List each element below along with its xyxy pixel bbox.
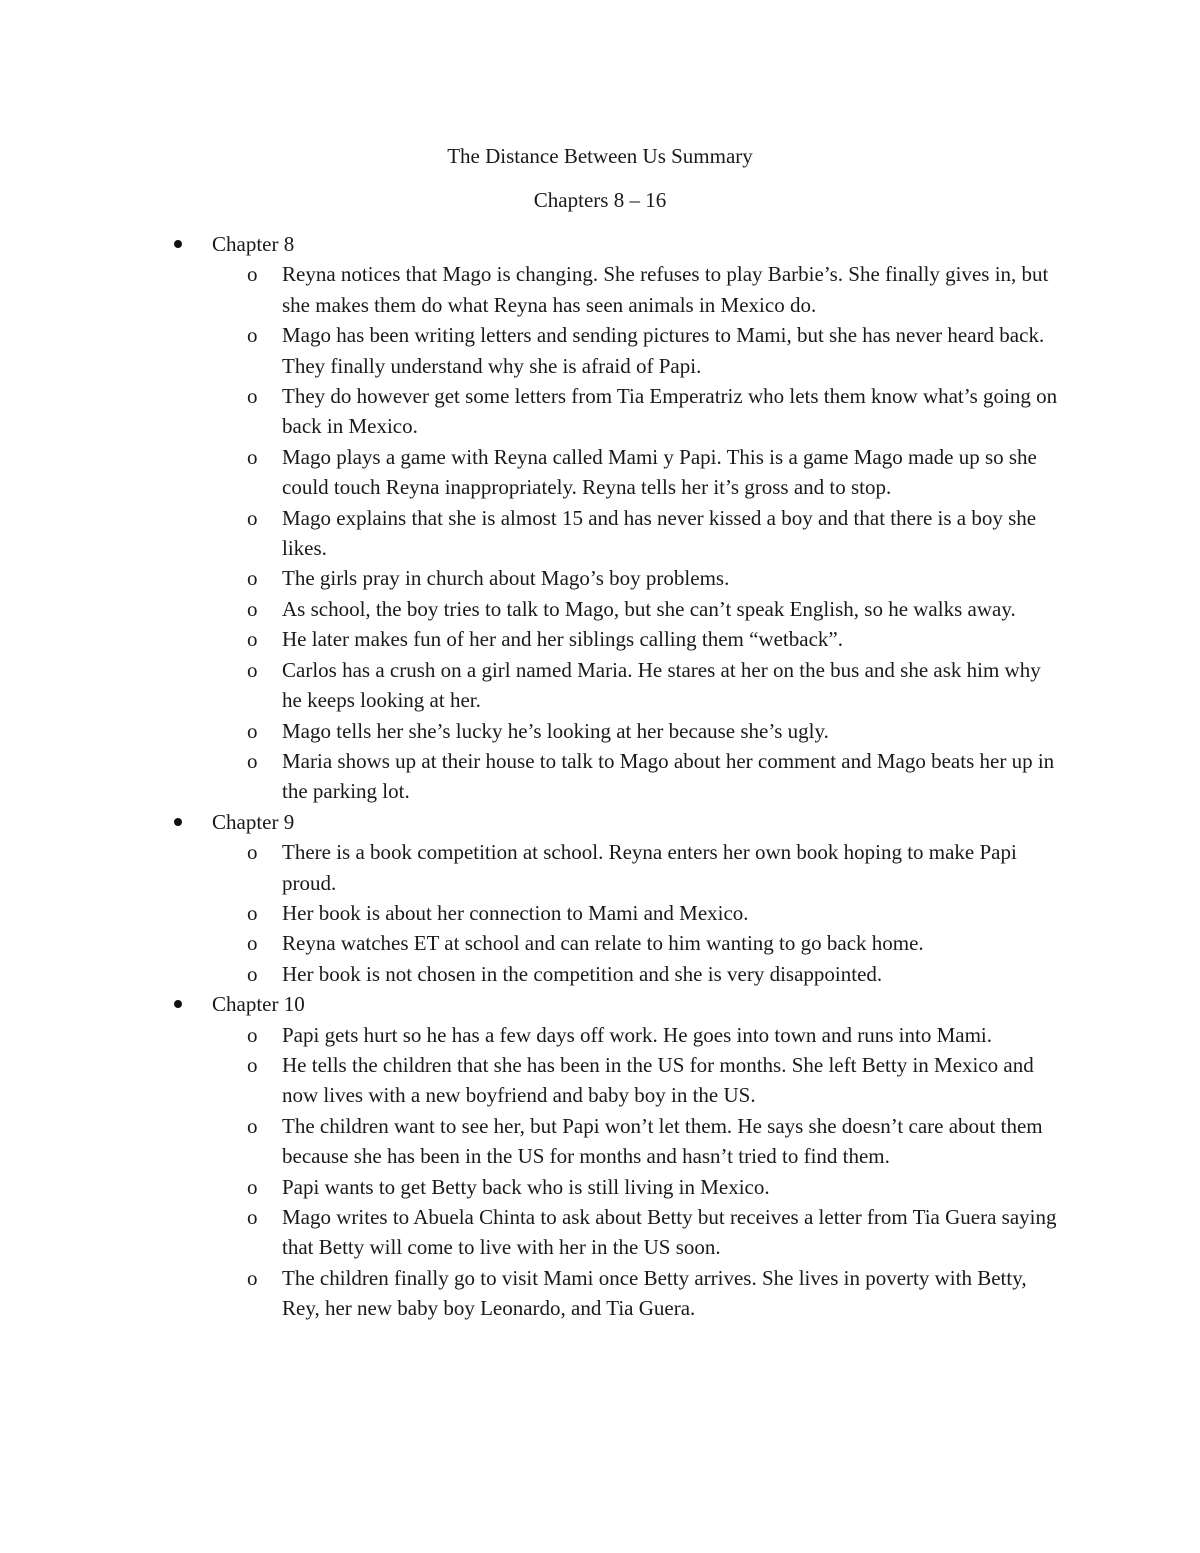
circle-bullet-icon: o xyxy=(247,961,258,986)
circle-bullet-icon: o xyxy=(247,505,258,530)
list-item xyxy=(0,503,1200,564)
list-item xyxy=(0,837,1200,898)
circle-bullet-icon: o xyxy=(247,627,258,652)
list-item xyxy=(0,381,1200,442)
document-subtitle: Chapters 8 – 16 xyxy=(533,188,667,212)
list-item xyxy=(0,1172,1200,1202)
circle-bullet-icon: o xyxy=(247,900,258,925)
circle-bullet-icon: o xyxy=(247,1022,258,1047)
chapter-heading xyxy=(0,229,1200,259)
chapter-heading-text: Chapter 10 xyxy=(212,992,305,1017)
list-item-text: Her book is not chosen in the competition and she is very disappointed. xyxy=(282,961,883,986)
chapter-outline xyxy=(0,229,1200,1324)
list-item-text: Reyna watches ET at school and can relate to him wanting to go back home. xyxy=(282,931,924,956)
chapter-heading xyxy=(0,989,1200,1019)
list-item-text: Reyna notices that Mago is changing. She refuses to play Barbie’s. She finally gives in, but she makes them do what Reyna has seen animals in Mexico do. xyxy=(282,262,1049,317)
circle-bullet-icon: o xyxy=(247,718,258,743)
circle-bullet-icon: o xyxy=(247,1265,258,1290)
list-item-text: Papi wants to get Betty back who is still living in Mexico. xyxy=(282,1174,770,1199)
list-item xyxy=(0,1202,1200,1263)
list-item-text: He tells the children that she has been in the US for months. She left Betty in Mexico and now lives with a new boyfriend and baby boy in the US. xyxy=(282,1052,1034,1108)
circle-bullet-icon: o xyxy=(247,566,258,591)
document-title: The Distance Between Us Summary xyxy=(447,144,753,168)
circle-bullet-icon: o xyxy=(247,931,258,956)
bullet-icon xyxy=(174,818,182,826)
circle-bullet-icon: o xyxy=(247,748,258,773)
list-item xyxy=(0,594,1200,624)
chapter-section xyxy=(0,229,1200,807)
list-item xyxy=(0,959,1200,989)
circle-bullet-icon: o xyxy=(247,1052,258,1077)
bullet-icon xyxy=(174,240,182,248)
chapter-heading-text: Chapter 8 xyxy=(212,232,295,256)
circle-bullet-icon: o xyxy=(247,657,258,682)
list-item-text: Mago explains that she is almost 15 and has never kissed a boy and that there is a boy she likes. xyxy=(282,505,1037,561)
chapter-points-list xyxy=(0,1020,1200,1324)
list-item xyxy=(0,898,1200,928)
list-item xyxy=(0,928,1200,958)
list-item-text: The children finally go to visit Mami once Betty arrives. She lives in poverty with Betty, Rey, her new baby boy Leonardo, and Tia Guera. xyxy=(282,1265,1027,1321)
circle-bullet-icon: o xyxy=(247,840,258,865)
list-item-text: The children want to see her, but Papi won’t let them. He says she doesn’t care about them because she has been in the US for months and hasn’t tried to find them. xyxy=(282,1113,1043,1169)
list-item-text: The girls pray in church about Mago’s boy problems. xyxy=(282,566,730,591)
circle-bullet-icon: o xyxy=(247,262,258,287)
list-item-text: Papi gets hurt so he has a few days off work. He goes into town and runs into Mami. xyxy=(282,1022,993,1047)
bullet-icon xyxy=(174,1000,182,1008)
list-item xyxy=(0,746,1200,807)
list-item-text: Mago writes to Abuela Chinta to ask about Betty but receives a letter from Tia Guera saying that Betty will come to live with her in the US soon. xyxy=(282,1205,1057,1260)
list-item-text: Maria shows up at their house to talk to Mago about her comment and Mago beats her up in the parking lot. xyxy=(282,748,1055,804)
list-item-text: Mago tells her she’s lucky he’s looking at her because she’s ugly. xyxy=(282,718,829,743)
circle-bullet-icon: o xyxy=(247,384,258,409)
chapter-points-list xyxy=(0,837,1200,989)
chapter-section xyxy=(0,989,1200,1323)
chapter-section xyxy=(0,807,1200,989)
list-item-text: Her book is about her connection to Mami and Mexico. xyxy=(282,900,749,925)
list-item xyxy=(0,716,1200,746)
chapter-heading-text: Chapter 9 xyxy=(212,809,295,834)
list-item-text: They do however get some letters from Tia Emperatriz who lets them know what’s going on back in Mexico. xyxy=(282,384,1058,439)
list-item-text: Mago has been writing letters and sending pictures to Mami, but she has never heard back. They finally understand why she is afraid of Papi. xyxy=(282,323,1045,378)
circle-bullet-icon: o xyxy=(247,1113,258,1138)
circle-bullet-icon: o xyxy=(247,323,258,348)
circle-bullet-icon: o xyxy=(247,1174,258,1199)
list-item-text: Carlos has a crush on a girl named Maria. He stares at her on the bus and she ask him why he keeps looking at her. xyxy=(282,657,1041,713)
list-item xyxy=(0,1111,1200,1172)
circle-bullet-icon: o xyxy=(247,1205,258,1229)
list-item-text: There is a book competition at school. Reyna enters her own book hoping to make Papi proud. xyxy=(282,840,1017,895)
list-item xyxy=(0,1020,1200,1050)
list-item xyxy=(0,624,1200,654)
list-item-text: He later makes fun of her and her siblings calling them “wetback”. xyxy=(282,627,843,652)
circle-bullet-icon: o xyxy=(247,444,258,469)
list-item xyxy=(0,655,1200,716)
list-item xyxy=(0,1050,1200,1111)
list-item xyxy=(0,1263,1200,1324)
chapter-heading xyxy=(0,807,1200,837)
circle-bullet-icon: o xyxy=(247,596,258,621)
list-item-text: As school, the boy tries to talk to Mago, but she can’t speak English, so he walks away. xyxy=(282,596,1016,621)
list-item xyxy=(0,563,1200,593)
chapter-points-list xyxy=(0,259,1200,806)
list-item-text: Mago plays a game with Reyna called Mami y Papi. This is a game Mago made up so she could touch Reyna inappropriately. Reyna tells her it’s gross and to stop. xyxy=(282,444,1037,500)
list-item xyxy=(0,259,1200,320)
list-item xyxy=(0,320,1200,381)
list-item xyxy=(0,442,1200,503)
